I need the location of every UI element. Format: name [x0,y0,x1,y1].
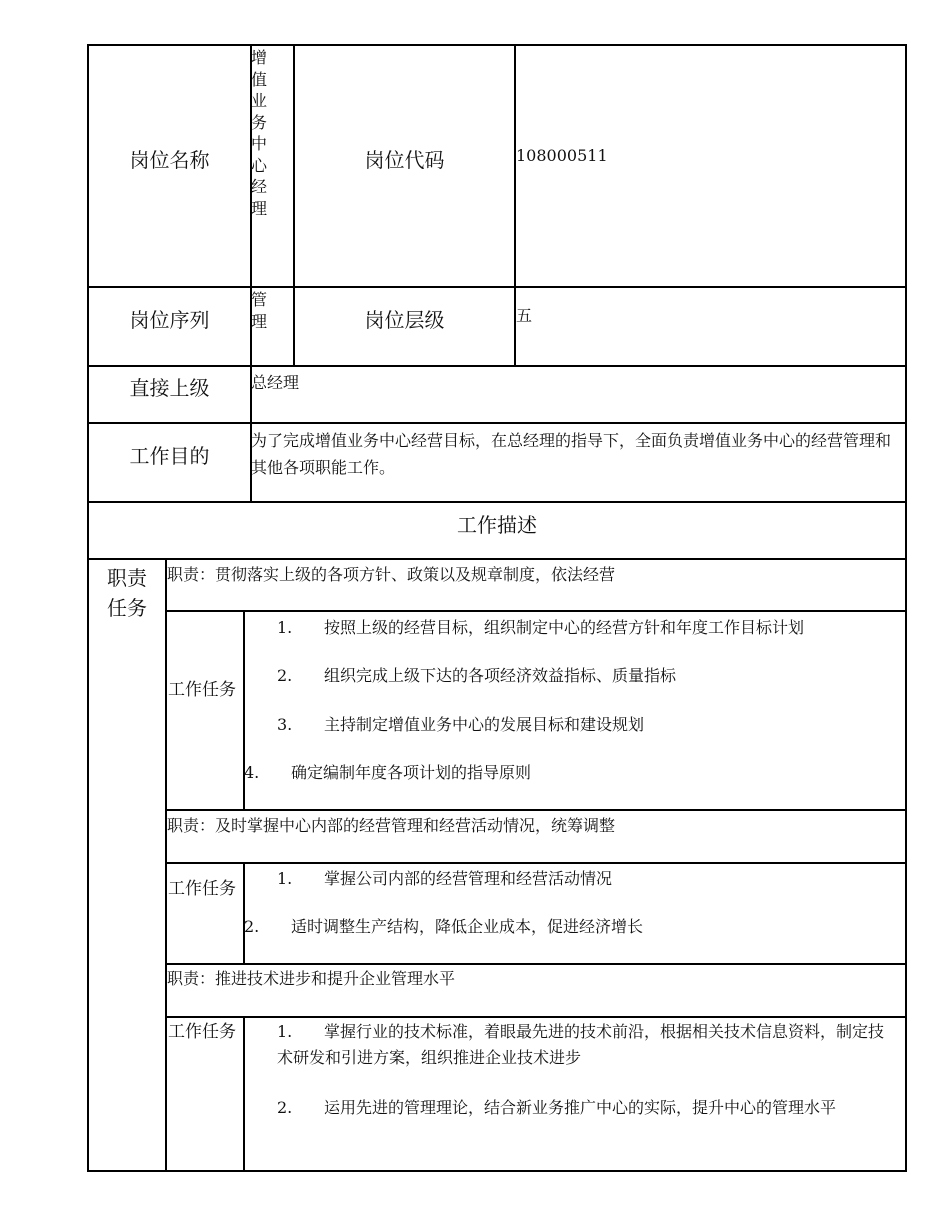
task-text: 掌握行业的技术标准，着眼最先进的技术前沿，根据相关技术信息资料，制定技术研发和引进方案，组织推进企业技术进步 [277,1022,885,1067]
position-level-value: 五 [516,306,533,325]
task-text: 按照上级的经营目标，组织制定中心的经营方针和年度工作目标计划 [324,618,805,637]
work-description-title: 工作描述 [457,513,537,537]
task-item [277,1095,889,1121]
position-series-label: 岗位序列 [129,308,210,332]
task-item [277,867,897,891]
superior-value: 总经理 [251,373,300,392]
duty-title: 职责：推进技术进步和提升企业管理水平 [167,969,456,988]
task-number: 2. [244,917,260,936]
col-divider [243,1016,245,1171]
task-text: 适时调整生产结构，降低企业成本，促进经济增长 [291,917,644,936]
task-number: 2. [277,1098,293,1117]
row-divider [165,1016,907,1018]
position-code-value: 108000511 [516,146,608,165]
work-task-label: 工作任务 [168,680,236,700]
superior-label: 直接上级 [129,376,210,400]
task-number: 3. [277,715,293,734]
duty-title: 职责：及时掌握中心内部的经营管理和经营活动情况，统筹调整 [167,816,616,835]
col-divider [165,558,167,1171]
work-task-label: 工作任务 [168,1022,236,1042]
col-divider [243,862,245,965]
row-divider [165,963,907,965]
duty-title: 职责：贯彻落实上级的各项方针、政策以及规章制度，依法经营 [167,565,616,584]
task-text: 掌握公司内部的经营管理和经营活动情况 [324,869,613,888]
task-number: 1. [277,1022,293,1041]
duties-label: 职责任务 [107,566,147,620]
row-divider [87,422,907,424]
row-divider [87,501,907,503]
task-item [244,915,894,939]
task-number: 1. [277,618,293,637]
task-number: 2. [277,666,293,685]
table-border-top [87,44,907,46]
purpose-label: 工作目的 [129,444,210,468]
task-item [277,664,897,688]
task-number: 4. [244,763,260,782]
row-divider [165,862,907,864]
task-text: 主持制定增值业务中心的发展目标和建设规划 [324,715,645,734]
table-border-left [87,44,89,1172]
row-divider [87,558,907,560]
task-text: 运用先进的管理理论，结合新业务推广中心的实际，提升中心的管理水平 [324,1098,837,1117]
row-divider [87,365,907,367]
position-name-value: 增值业务中心经理 [251,48,268,218]
task-item [277,713,897,737]
table-border-right [905,44,907,1172]
task-text: 组织完成上级下达的各项经济效益指标、质量指标 [324,666,677,685]
row-divider [165,610,907,612]
task-text: 确定编制年度各项计划的指导原则 [291,763,532,782]
position-level-label: 岗位层级 [364,308,445,332]
task-item [244,761,894,785]
position-name-label: 岗位名称 [129,148,210,172]
table-border-bottom [87,1170,907,1172]
row-divider [87,286,907,288]
purpose-value: 为了完成增值业务中心经营目标，在总经理的指导下，全面负责增值业务中心的经营管理和其他各项职能工作。 [251,431,892,477]
work-task-label: 工作任务 [168,879,236,899]
task-number: 1. [277,869,293,888]
task-item [277,616,897,640]
position-code-label: 岗位代码 [364,148,445,172]
task-item [277,1019,889,1071]
row-divider [165,809,907,811]
position-series-value: 管理 [251,290,268,331]
